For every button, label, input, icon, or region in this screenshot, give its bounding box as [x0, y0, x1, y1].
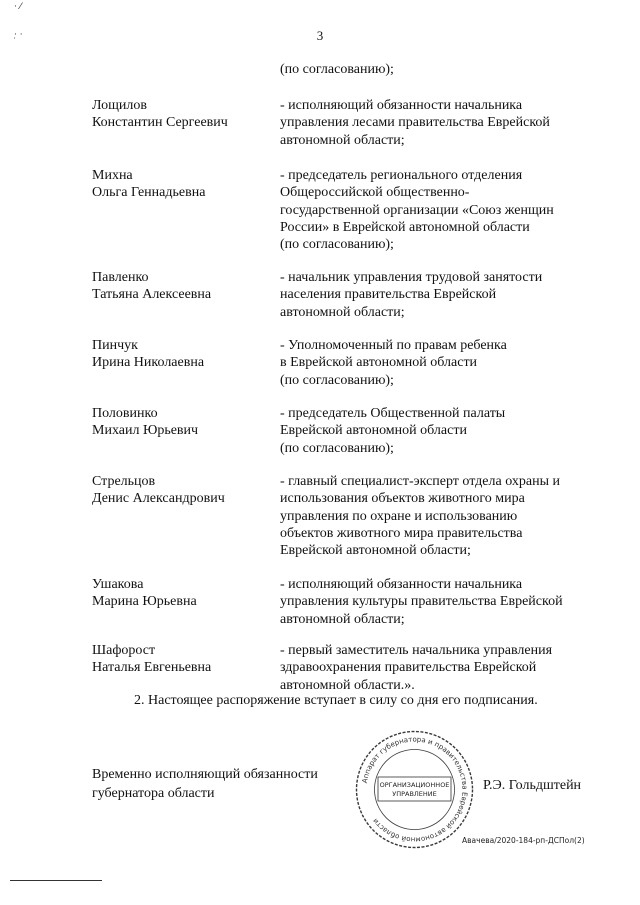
member-name: Ушакова Марина Юрьевна — [92, 577, 197, 610]
clause-2: 2. Настоящее распоряжение вступает в силу со дня его подписания. — [134, 693, 538, 708]
member-name: Стрельцов Денис Александрович — [92, 474, 225, 507]
scan-mark: · ⁄ — [14, 2, 22, 12]
signatory-name: Р.Э. Гольдштейн — [483, 778, 582, 793]
member-position: - председатель регионального отделения Общероссийской общественно- государственной организации «Союз женщин России» в Еврейской автономной области (по согласованию); — [280, 168, 554, 253]
member-position: - первый заместитель начальника управления здравоохранения правительства Еврейской автономной области.». — [280, 643, 553, 693]
member-position: - Уполномоченный по правам ребенка в Еврейской автономной области (по согласованию); — [280, 338, 507, 388]
member-position: - начальник управления трудовой занятости населения правительства Еврейской автономной области; — [280, 270, 543, 320]
member-name: Шафорост Наталья Евгеньевна — [92, 643, 212, 676]
svg-text:ОРГАНИЗАЦИОННОЕ: ОРГАНИЗАЦИОННОЕ — [379, 781, 450, 789]
member-name: Михна Ольга Геннадьевна — [92, 168, 206, 201]
svg-text:УПРАВЛЕНИЕ: УПРАВЛЕНИЕ — [392, 790, 437, 798]
signatory-title: Временно исполняющий обязанности губернатора области — [92, 767, 318, 801]
member-position: - председатель Общественной палаты Еврейской автономной области (по согласованию); — [280, 406, 506, 456]
official-seal — [352, 727, 477, 852]
member-name: Половинко Михаил Юрьевич — [92, 406, 199, 439]
member-position: - главный специалист-эксперт отдела охраны и использования объектов животного мира управления по охране и использованию объектов животного мира правительства Еврейской автономной области; — [280, 474, 560, 559]
page-number: 3 — [316, 28, 324, 43]
continuation-text: (по согласованию); — [280, 62, 394, 77]
member-position: - исполняющий обязанности начальника управления лесами правительства Еврейской автономной области; — [280, 98, 550, 148]
footer-divider — [10, 880, 102, 881]
scan-mark: ·̣ · — [14, 30, 23, 40]
member-name: Павленко Татьяна Алексеевна — [92, 270, 212, 303]
member-name: Пинчук Ирина Николаевна — [92, 338, 205, 371]
document-code: Авачева/2020-184-рп-ДСПол(2) — [462, 836, 585, 845]
svg-text:Аппарат губернатора и правител: Аппарат губернатора и правительства Еврейской автономной области — [360, 735, 469, 844]
seal-graphic — [352, 727, 477, 852]
member-name: Лощилов Константин Сергеевич — [92, 98, 228, 131]
member-position: - исполняющий обязанности начальника управления культуры правительства Еврейской автономной области; — [280, 577, 563, 627]
